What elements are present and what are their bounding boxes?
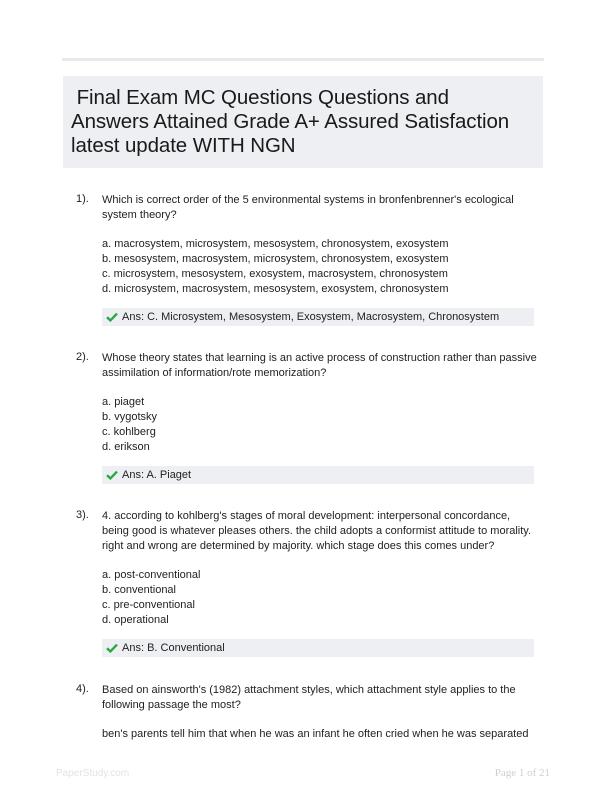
option: d. microsystem, macrosystem, mesosystem, exosystem, chronosystem bbox=[102, 283, 449, 295]
answer-options bbox=[102, 395, 538, 455]
title-banner bbox=[63, 76, 543, 168]
check-icon bbox=[106, 643, 118, 653]
option: a. macrosystem, microsystem, mesosystem, chronosystem, exosystem bbox=[102, 238, 449, 250]
question-number: 3). bbox=[76, 509, 89, 521]
question-text: 4. according to kohlberg's stages of moral development: interpersonal concordance, being good is whatever pleases others. the child adopts a conformist attitude to morality. right and wrong are determined by majority. which stage does this comes under? bbox=[102, 510, 532, 552]
question-number: 4). bbox=[76, 683, 89, 695]
answer-text: Ans: C. Microsystem, Mesosystem, Exosystem, Macrosystem, Chronosystem bbox=[122, 311, 500, 323]
option: b. mesosystem, macrosystem, microsystem, chronosystem, exosystem bbox=[102, 253, 449, 265]
option: a. post-conventional bbox=[102, 569, 201, 581]
question-number: 1). bbox=[76, 193, 89, 205]
question-3 bbox=[76, 509, 538, 657]
document-title: Final Exam MC Questions Questions and Answers Attained Grade A+ Assured Satisfaction latest update WITH NGN bbox=[71, 86, 510, 157]
footer-watermark: PaperStudy.com bbox=[56, 768, 130, 779]
answer-box bbox=[102, 466, 534, 484]
question-text: Based on ainsworth's (1982) attachment styles, which attachment style applies to the following passage the most? bbox=[102, 684, 516, 711]
option: c. kohlberg bbox=[102, 426, 156, 438]
answer-options bbox=[102, 568, 538, 628]
question-number: 2). bbox=[76, 351, 89, 363]
answer-options bbox=[102, 237, 538, 297]
question-2 bbox=[76, 351, 538, 484]
top-divider bbox=[62, 58, 544, 61]
question-passage: ben's parents tell him that when he was an infant he often cried when he was separated bbox=[102, 728, 529, 740]
answer-box bbox=[102, 308, 534, 326]
option: c. microsystem, mesosystem, exosystem, macrosystem, chronosystem bbox=[102, 268, 448, 280]
option: a. piaget bbox=[102, 396, 145, 408]
option: b. vygotsky bbox=[102, 411, 158, 423]
question-text: Whose theory states that learning is an active process of construction rather than passive assimilation of information/rote memorization? bbox=[102, 352, 537, 379]
answer-box bbox=[102, 639, 534, 657]
answer-text: Ans: A. Piaget bbox=[122, 469, 192, 481]
page-number: Page 1 of 21 bbox=[494, 767, 550, 779]
check-icon bbox=[106, 312, 118, 322]
question-1 bbox=[76, 193, 538, 326]
option: b. conventional bbox=[102, 584, 176, 596]
option: d. erikson bbox=[102, 441, 150, 453]
option: d. operational bbox=[102, 614, 169, 626]
question-text: Which is correct order of the 5 environmental systems in bronfenbrenner's ecological system theory? bbox=[102, 194, 514, 221]
question-4 bbox=[76, 683, 538, 742]
check-icon bbox=[106, 470, 118, 480]
option: c. pre-conventional bbox=[102, 599, 195, 611]
answer-text: Ans: B. Conventional bbox=[122, 642, 225, 654]
